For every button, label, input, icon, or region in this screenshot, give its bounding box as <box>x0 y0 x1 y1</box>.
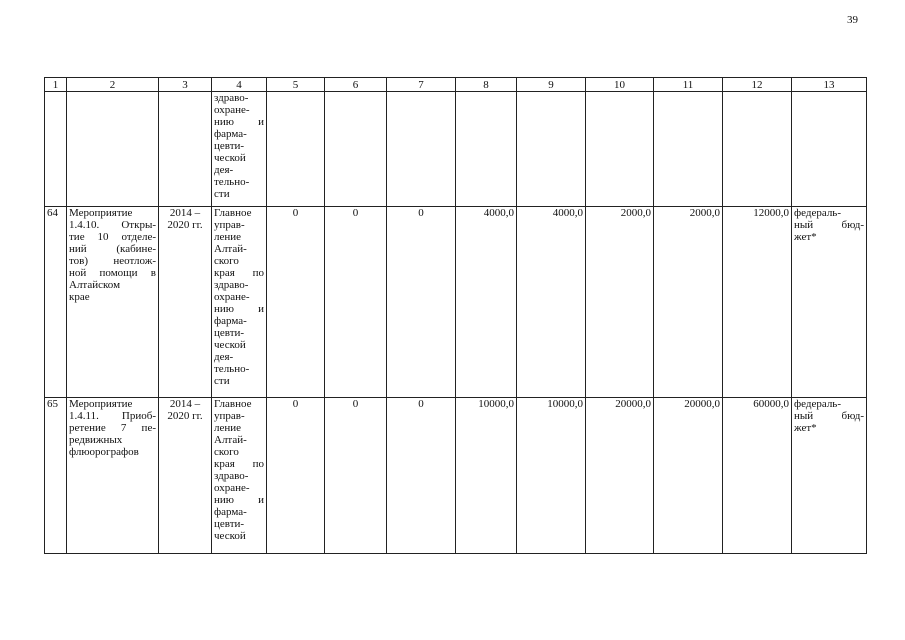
value-col-12: 12000,0 <box>723 207 792 398</box>
executor <box>212 207 267 398</box>
header-cell: 13 <box>792 78 867 92</box>
value-col-8: 10000,0 <box>456 398 517 554</box>
text-line: нию и <box>214 116 264 128</box>
value-col-12 <box>723 92 792 207</box>
text-line: управ- <box>214 410 245 422</box>
text-line: тов) неотлож- <box>69 255 156 267</box>
text-line: ный бюд- <box>794 219 864 231</box>
measure-name <box>67 207 159 398</box>
value-col-6 <box>325 92 387 207</box>
value-col-9: 10000,0 <box>517 398 586 554</box>
text-line: нию и <box>214 494 264 506</box>
funding-source <box>792 92 867 207</box>
text-line: ление <box>214 231 242 243</box>
text-line: нию и <box>214 303 264 315</box>
text-line: фарма- <box>214 506 247 518</box>
value-col-6: 0 <box>325 398 387 554</box>
executor <box>212 398 267 554</box>
measure-name <box>67 92 159 207</box>
text-line: сти <box>214 188 230 200</box>
header-cell: 7 <box>387 78 456 92</box>
text-line: Главное <box>214 207 252 219</box>
text-line: Алтай- <box>214 434 247 446</box>
executor <box>212 92 267 207</box>
text-line: охране- <box>214 104 250 116</box>
value-col-10 <box>586 92 654 207</box>
value-col-10: 20000,0 <box>586 398 654 554</box>
text-line: Алтайском <box>69 279 121 291</box>
text-line: ной помощи в <box>69 267 156 279</box>
value-col-12: 60000,0 <box>723 398 792 554</box>
text-line: жет* <box>794 231 817 243</box>
value-col-9: 4000,0 <box>517 207 586 398</box>
text-line: ление <box>214 422 242 434</box>
text-line: тие 10 отделе- <box>69 231 156 243</box>
period: 2014 – 2020 гг. <box>159 207 212 398</box>
value-col-11: 2000,0 <box>654 207 723 398</box>
row-number <box>45 92 67 207</box>
text-line: федераль- <box>794 398 841 410</box>
header-cell: 4 <box>212 78 267 92</box>
row-number: 64 <box>45 207 67 398</box>
value-col-6: 0 <box>325 207 387 398</box>
header-cell: 3 <box>159 78 212 92</box>
text-line: дея- <box>214 164 234 176</box>
value-col-9 <box>517 92 586 207</box>
table-row <box>45 92 867 207</box>
table-row <box>45 398 867 554</box>
header-cell: 1 <box>45 78 67 92</box>
header-row <box>45 78 867 92</box>
text-line: фарма- <box>214 315 247 327</box>
text-line: крае <box>69 291 90 303</box>
text-line: жет* <box>794 422 817 434</box>
budget-table <box>44 77 867 554</box>
value-col-7: 0 <box>387 398 456 554</box>
text-line: управ- <box>214 219 245 231</box>
text-line: федераль- <box>794 207 841 219</box>
header-cell: 8 <box>456 78 517 92</box>
value-col-10: 2000,0 <box>586 207 654 398</box>
header-cell: 12 <box>723 78 792 92</box>
text-line: редвижных <box>69 434 123 446</box>
page-number: 39 <box>847 14 858 26</box>
measure-name <box>67 398 159 554</box>
value-col-5: 0 <box>267 207 325 398</box>
value-col-11 <box>654 92 723 207</box>
header-cell: 5 <box>267 78 325 92</box>
text-line: Мероприятие <box>69 398 133 410</box>
text-line: ского <box>214 446 239 458</box>
text-line: цевти- <box>214 140 245 152</box>
text-line: дея- <box>214 351 234 363</box>
text-line: Главное <box>214 398 252 410</box>
text-line: тельно- <box>214 176 250 188</box>
text-line: охране- <box>214 482 250 494</box>
table-row <box>45 207 867 398</box>
text-line: ского <box>214 255 239 267</box>
funding-source <box>792 398 867 554</box>
text-line: здраво- <box>214 470 249 482</box>
header-cell: 2 <box>67 78 159 92</box>
text-line: 1.4.10. Откры- <box>69 219 156 231</box>
text-line: цевти- <box>214 327 245 339</box>
header-cell: 10 <box>586 78 654 92</box>
period <box>159 92 212 207</box>
text-line: цевти- <box>214 518 245 530</box>
value-col-5: 0 <box>267 398 325 554</box>
text-line: края по <box>214 267 264 279</box>
text-line: тельно- <box>214 363 250 375</box>
text-line: края по <box>214 458 264 470</box>
text-line: ретение 7 пе- <box>69 422 156 434</box>
text-line: 1.4.11. Приоб- <box>69 410 156 422</box>
text-line: ный бюд- <box>794 410 864 422</box>
value-col-11: 20000,0 <box>654 398 723 554</box>
header-cell: 6 <box>325 78 387 92</box>
value-col-7: 0 <box>387 207 456 398</box>
text-line: Мероприятие <box>69 207 133 219</box>
text-line: Алтай- <box>214 243 247 255</box>
text-line: ний (кабине- <box>69 243 156 255</box>
header-cell: 11 <box>654 78 723 92</box>
text-line: здраво- <box>214 92 249 104</box>
text-line: ческой <box>214 530 246 542</box>
value-col-8 <box>456 92 517 207</box>
value-col-8: 4000,0 <box>456 207 517 398</box>
period: 2014 – 2020 гг. <box>159 398 212 554</box>
text-line: охране- <box>214 291 250 303</box>
text-line: здраво- <box>214 279 249 291</box>
funding-source <box>792 207 867 398</box>
text-line: ческой <box>214 152 246 164</box>
row-number: 65 <box>45 398 67 554</box>
value-col-7 <box>387 92 456 207</box>
header-cell: 9 <box>517 78 586 92</box>
text-line: фарма- <box>214 128 247 140</box>
text-line: сти <box>214 375 230 387</box>
text-line: ческой <box>214 339 246 351</box>
text-line: флюорографов <box>69 446 139 458</box>
value-col-5 <box>267 92 325 207</box>
